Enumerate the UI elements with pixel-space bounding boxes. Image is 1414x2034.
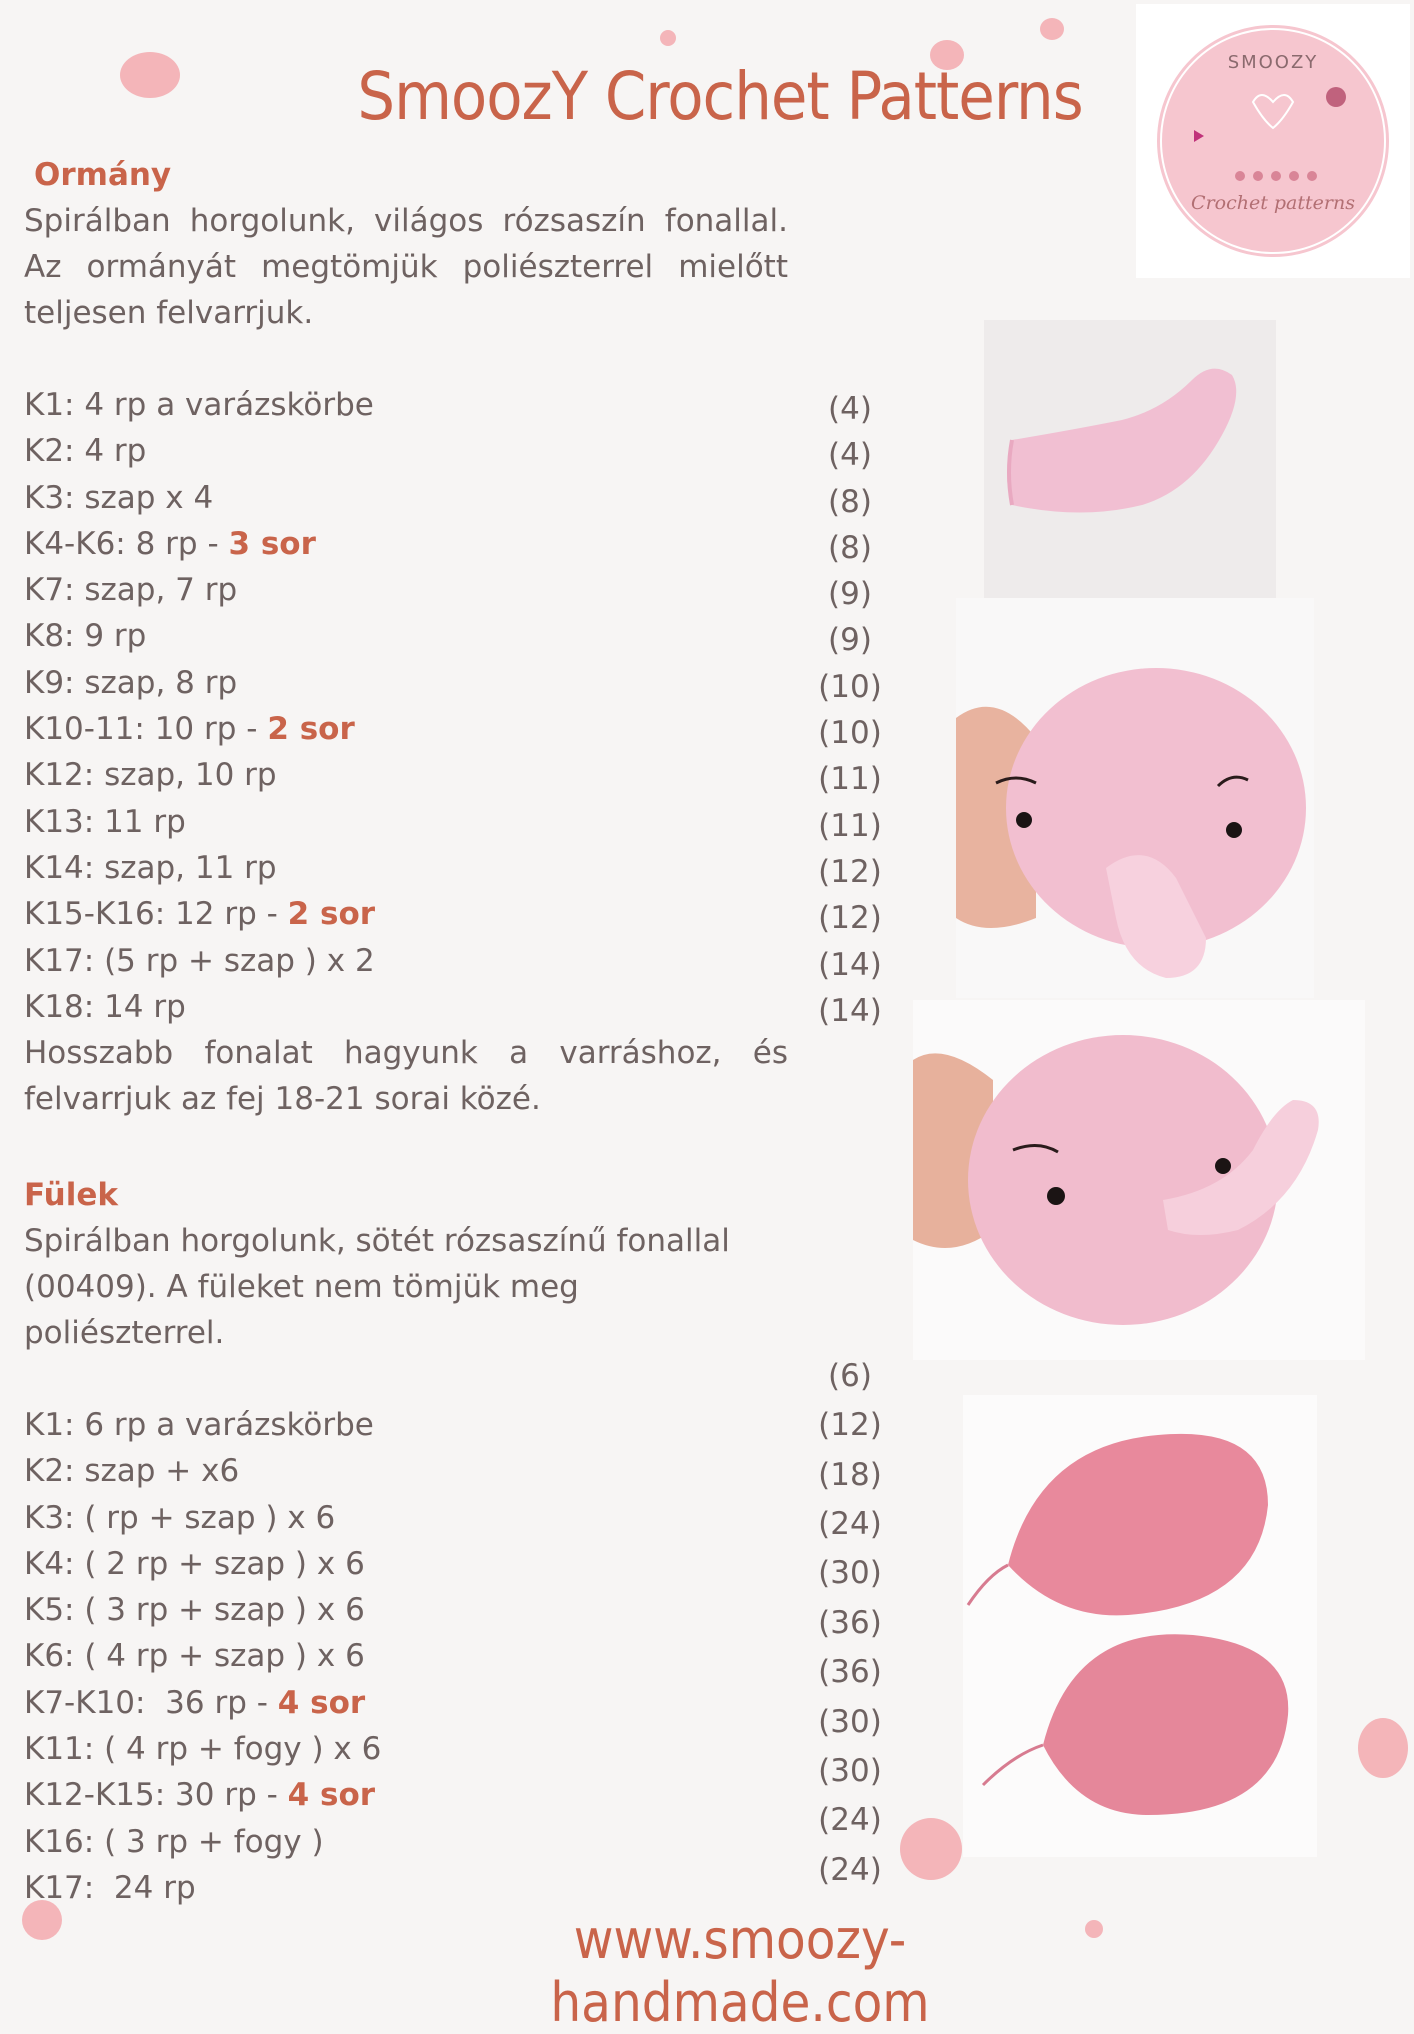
trunk-stitch-count: (14) — [818, 992, 882, 1029]
trunk-row-bold: 2 sor — [287, 896, 376, 933]
ears-row — [24, 1448, 644, 1494]
trunk-row-bold: 2 sor — [267, 711, 355, 748]
ears-stitch-count: (36) — [818, 1654, 882, 1691]
trunk-row-text: K18: 14 rp — [24, 988, 186, 1025]
ears-row-text: K6: ( 4 rp + szap ) x 6 — [24, 1638, 365, 1675]
trunk-row-text: K13: 11 rp — [24, 803, 186, 840]
trunk-photo — [984, 320, 1276, 628]
ears-stitch-count: (24) — [818, 1506, 882, 1543]
crochet-trunk-image — [984, 320, 1276, 628]
trunk-stitch-count: (10) — [818, 668, 882, 705]
trunk-row-text: K3: szap x 4 — [24, 479, 214, 516]
ears-row-text: K11: ( 4 rp + fogy ) x 6 — [24, 1731, 382, 1768]
trunk-row-text: K7: szap, 7 rp — [24, 572, 238, 609]
ears-section — [24, 1172, 789, 1911]
ears-stitch-count: (6) — [828, 1358, 872, 1394]
ears-row-text: K5: ( 3 rp + szap ) x 6 — [24, 1592, 365, 1629]
ears-row — [24, 1495, 644, 1541]
trunk-row — [24, 613, 644, 659]
trunk-row — [24, 938, 644, 984]
trunk-stitch-count: (4) — [828, 437, 872, 474]
ears-row-text: K7-K10: 36 rp - — [24, 1684, 278, 1721]
trunk-stitch-count: (4) — [828, 391, 872, 427]
paint-splat — [120, 52, 180, 98]
trunk-outro: Hosszabb fonalat hagyunk a varráshoz, és felvarrjuk az fej 18-21 sorai közé. — [24, 1035, 788, 1118]
website-footer: www.smoozy-handmade.com — [550, 1908, 930, 2034]
trunk-row-text: K14: szap, 11 rp — [24, 849, 277, 886]
ears-stitch-count: (30) — [818, 1555, 882, 1592]
trunk-row-text: K12: szap, 10 rp — [24, 757, 277, 794]
ears-row-bold: 4 sor — [287, 1777, 376, 1814]
trunk-intro: Spirálban horgolunk, világos rózsaszín fonallal. Az ormányát megtömjük poliészterrel mielőtt teljesen felvarrjuk. — [24, 203, 788, 331]
trunk-row-text: K4-K6: 8 rp - — [24, 525, 229, 562]
trunk-row — [24, 706, 644, 752]
ears-row — [24, 1587, 644, 1633]
paint-splat — [900, 1818, 962, 1880]
trunk-row-text: K15-K16: 12 rp - — [24, 896, 288, 933]
ears-row-bold: 4 sor — [277, 1684, 366, 1721]
ears-row-text: K1: 6 rp a varázskörbe — [24, 1407, 374, 1443]
trunk-row-text: K8: 9 rp — [24, 618, 147, 655]
trunk-row — [24, 382, 644, 428]
trunk-stitch-count: (9) — [828, 622, 872, 659]
logo-bottom-text: Crochet patterns — [1191, 192, 1355, 214]
trunk-row — [24, 891, 644, 937]
ears-row — [24, 1541, 644, 1587]
trunk-row — [24, 567, 644, 613]
logo-badge-icon — [1136, 4, 1410, 278]
ears-heading: Fülek — [24, 1177, 118, 1213]
trunk-stitch-count: (8) — [828, 483, 872, 520]
ears-intro: Spirálban horgolunk, sötét rózsaszínű fonallal (00409). A füleket nem tömjük meg poliészterrel. — [24, 1223, 730, 1351]
crochet-head-side-image — [913, 1000, 1365, 1360]
trunk-row-text: K2: 4 rp — [24, 433, 147, 470]
paint-splat — [1085, 1920, 1103, 1938]
ears-stitch-count: (24) — [818, 1802, 882, 1839]
ears-stitch-count: (30) — [818, 1703, 882, 1740]
brand-logo — [1136, 4, 1410, 278]
page-title: SmoozY Crochet Patterns — [357, 58, 1083, 135]
ears-stitch-count: (24) — [818, 1851, 882, 1888]
trunk-section — [24, 152, 789, 1122]
trunk-row — [24, 521, 644, 567]
ears-stitch-count: (30) — [818, 1752, 882, 1789]
trunk-stitch-count: (11) — [818, 761, 882, 798]
trunk-row — [24, 845, 644, 891]
trunk-row — [24, 984, 644, 1030]
ears-photo — [963, 1395, 1317, 1857]
ears-row — [24, 1865, 644, 1911]
paint-splat — [1358, 1718, 1408, 1778]
trunk-heading: Ormány — [34, 157, 172, 193]
crochet-ears-image — [963, 1395, 1317, 1857]
ears-row-text: K2: szap + x6 — [24, 1453, 240, 1490]
trunk-row-text: K9: szap, 8 rp — [24, 664, 238, 701]
ears-stitch-count: (18) — [818, 1456, 882, 1493]
paint-splat — [1040, 18, 1064, 40]
ears-row-text: K12-K15: 30 rp - — [24, 1777, 288, 1814]
ears-row — [24, 1772, 644, 1818]
ears-rows — [24, 1402, 644, 1911]
trunk-stitch-count: (9) — [828, 576, 872, 613]
trunk-row — [24, 428, 644, 474]
trunk-row — [24, 475, 644, 521]
ears-row — [24, 1633, 644, 1679]
trunk-stitch-count: (10) — [818, 715, 882, 752]
trunk-row — [24, 799, 644, 845]
trunk-row-text: K1: 4 rp a varázskörbe — [24, 387, 374, 423]
trunk-row — [24, 752, 644, 798]
ears-stitch-count: (12) — [818, 1407, 882, 1444]
trunk-stitch-count: (8) — [828, 529, 872, 566]
trunk-row-text: K17: (5 rp + szap ) x 2 — [24, 942, 375, 979]
trunk-stitch-count: (12) — [818, 853, 882, 890]
ears-row-text: K3: ( rp + szap ) x 6 — [24, 1499, 336, 1536]
trunk-stitch-count: (14) — [818, 946, 882, 983]
ears-row — [24, 1680, 644, 1726]
trunk-row — [24, 660, 644, 706]
trunk-row-bold: 3 sor — [228, 525, 316, 562]
trunk-stitch-count: (11) — [818, 807, 882, 844]
crochet-head-front-image — [956, 598, 1314, 998]
ears-row-text: K4: ( 2 rp + szap ) x 6 — [24, 1545, 365, 1582]
trunk-stitch-counts — [810, 386, 890, 1034]
ears-row — [24, 1819, 644, 1865]
ears-stitch-count: (36) — [818, 1604, 882, 1641]
ears-stitch-counts — [810, 1353, 890, 1893]
trunk-rows — [24, 382, 644, 1030]
trunk-stitch-count: (12) — [818, 900, 882, 937]
ears-row — [24, 1726, 644, 1772]
logo-top-text: SMOOZY — [1227, 52, 1319, 73]
ears-row-text: K17: 24 rp — [24, 1869, 196, 1906]
head-photo-side — [913, 1000, 1365, 1360]
head-photo-front — [956, 598, 1314, 998]
paint-splat — [660, 30, 676, 46]
ears-row — [24, 1402, 644, 1448]
trunk-row-text: K10-11: 10 rp - — [24, 711, 268, 748]
ears-row-text: K16: ( 3 rp + fogy ) — [24, 1823, 324, 1860]
